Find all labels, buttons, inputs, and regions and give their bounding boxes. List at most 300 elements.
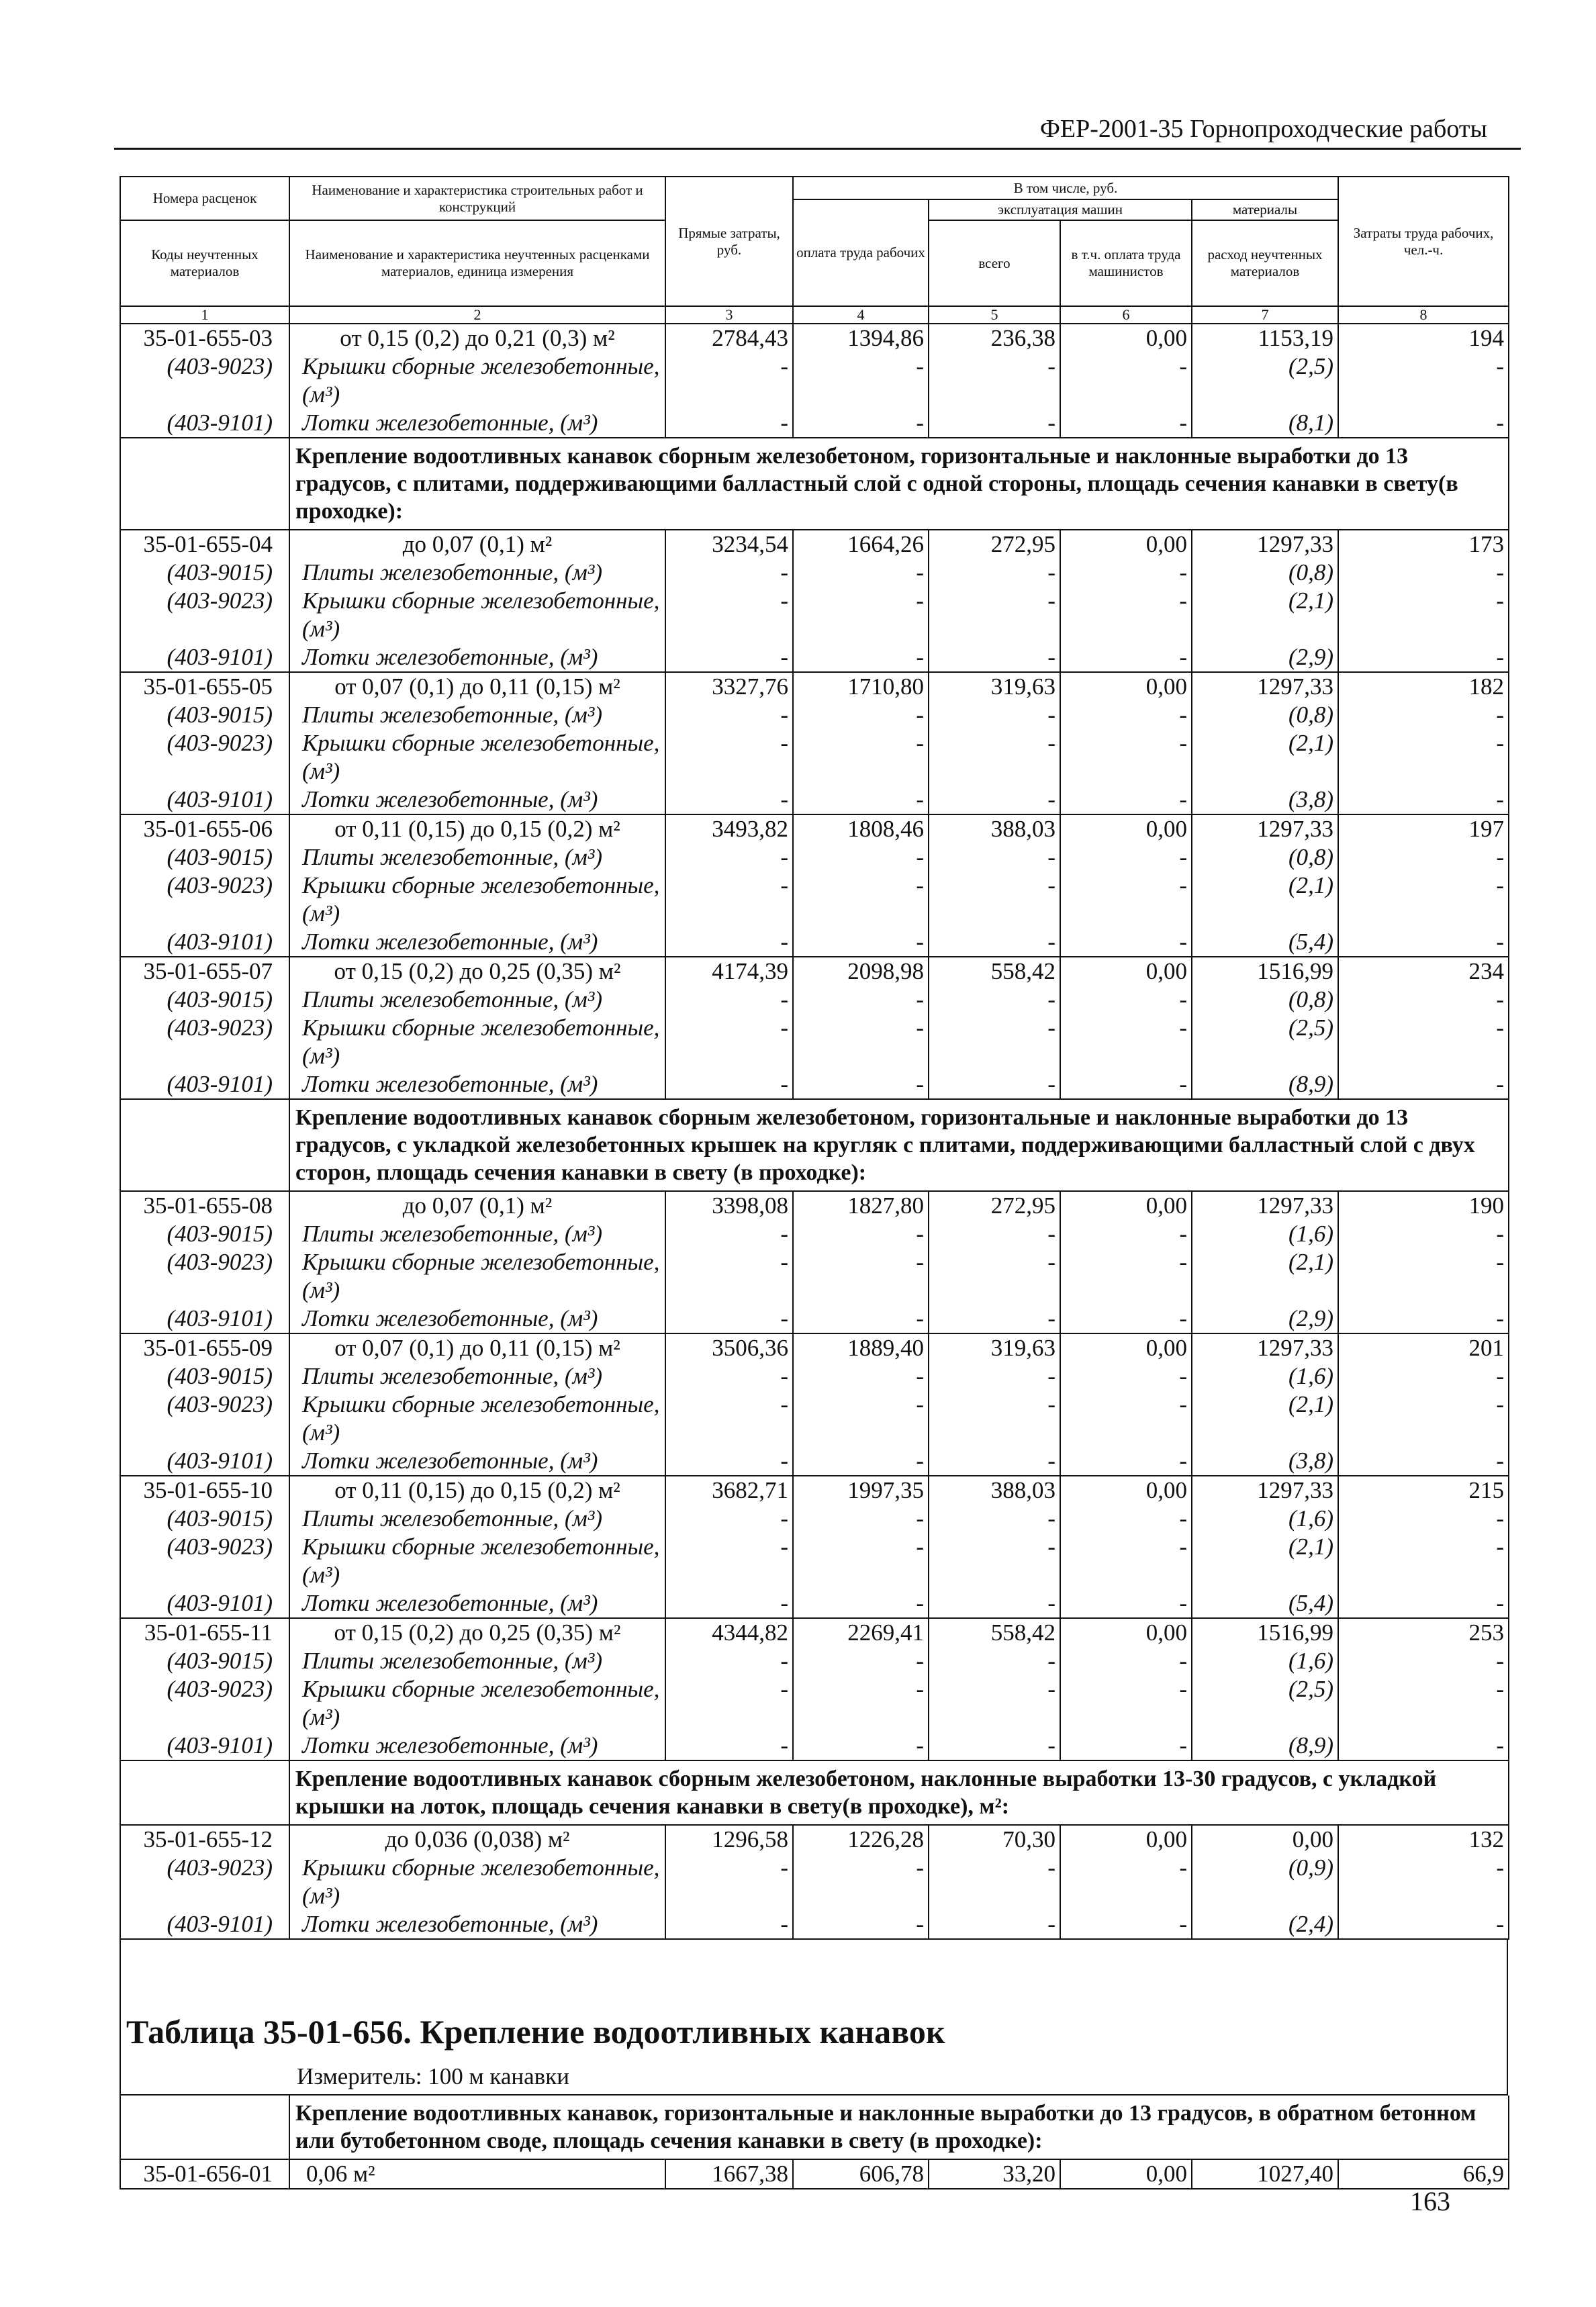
labor-costs-value: - xyxy=(1338,928,1509,957)
labor-costs-value: 194 xyxy=(1338,324,1509,352)
labor-costs-value: - xyxy=(1338,843,1509,872)
material-description: Лотки железобетонные, (м³) xyxy=(289,1910,665,1939)
header-names-top: Наименование и характеристика строительных работ и конструкций xyxy=(289,177,665,220)
rate-description: 0,06 м² xyxy=(289,2159,665,2189)
material-row xyxy=(120,587,1509,643)
machine-total-value: - xyxy=(929,1362,1060,1391)
rate-code: 35-01-656-01 xyxy=(120,2159,289,2189)
rates-table-container xyxy=(120,176,1508,2190)
labor-pay-value: - xyxy=(793,786,929,814)
table-656-section-heading: Крепление водоотливных канавок, горизонтальные и наклонные выработки до 13 градусов, в обратном бетонном или бутобетонном своде, площадь сечения канавки в свету (в проходке): xyxy=(289,2096,1509,2159)
direct-costs-value: - xyxy=(665,1014,793,1070)
rate-description: от 0,11 (0,15) до 0,15 (0,2) м² xyxy=(289,814,665,843)
header-machine-op: эксплуатация машин xyxy=(929,199,1192,220)
labor-pay-value: - xyxy=(793,1447,929,1476)
header-driver-pay: в т.ч. оплата труда машинистов xyxy=(1060,220,1192,306)
material-code: (403-9023) xyxy=(120,1248,289,1305)
labor-costs-value: - xyxy=(1338,352,1509,409)
material-code: (403-9015) xyxy=(120,701,289,729)
driver-pay-value: - xyxy=(1060,1505,1192,1533)
labor-costs-value: - xyxy=(1338,1220,1509,1248)
material-description: Плиты железобетонные, (м³) xyxy=(289,1220,665,1248)
material-row xyxy=(120,1732,1509,1760)
material-code: (403-9015) xyxy=(120,1647,289,1675)
driver-pay-value: 0,00 xyxy=(1060,2159,1192,2189)
rate-description: от 0,15 (0,2) до 0,25 (0,35) м² xyxy=(289,1618,665,1647)
labor-costs-value: - xyxy=(1338,643,1509,672)
materials-value: (8,9) xyxy=(1192,1732,1338,1760)
section-spacer xyxy=(120,1760,289,1825)
labor-pay-value: - xyxy=(793,1014,929,1070)
direct-costs-value: - xyxy=(665,1854,793,1910)
labor-costs-value: - xyxy=(1338,729,1509,786)
driver-pay-value: - xyxy=(1060,729,1192,786)
column-number: 7 xyxy=(1192,306,1338,324)
materials-value: (1,6) xyxy=(1192,1505,1338,1533)
labor-pay-value: - xyxy=(793,409,929,438)
rate-code: 35-01-655-05 xyxy=(120,672,289,701)
material-description: Лотки железобетонные, (м³) xyxy=(289,643,665,672)
direct-costs-value: - xyxy=(665,1220,793,1248)
table-656-title-area xyxy=(120,1940,1508,2059)
material-code: (403-9101) xyxy=(120,1305,289,1333)
labor-costs-value: 234 xyxy=(1338,957,1509,986)
materials-value: (0,9) xyxy=(1192,1854,1338,1910)
material-row xyxy=(120,1305,1509,1333)
machine-total-value: - xyxy=(929,1391,1060,1447)
material-description: Плиты железобетонные, (м³) xyxy=(289,1362,665,1391)
material-description: Крышки сборные железобетонные, (м³) xyxy=(289,872,665,928)
column-number: 3 xyxy=(665,306,793,324)
direct-costs-value: - xyxy=(665,1675,793,1732)
labor-pay-value: - xyxy=(793,1391,929,1447)
machine-total-value: - xyxy=(929,872,1060,928)
driver-pay-value: - xyxy=(1060,1732,1192,1760)
material-row xyxy=(120,843,1509,872)
labor-costs-value: 197 xyxy=(1338,814,1509,843)
material-description: Лотки железобетонные, (м³) xyxy=(289,786,665,814)
material-row xyxy=(120,786,1509,814)
rate-description: от 0,11 (0,15) до 0,15 (0,2) м² xyxy=(289,1476,665,1505)
driver-pay-value: 0,00 xyxy=(1060,1476,1192,1505)
direct-costs-value: - xyxy=(665,729,793,786)
machine-total-value: - xyxy=(929,843,1060,872)
labor-costs-value: - xyxy=(1338,1070,1509,1099)
material-code: (403-9015) xyxy=(120,559,289,587)
labor-pay-value: - xyxy=(793,643,929,672)
machine-total-value: - xyxy=(929,1447,1060,1476)
machine-total-value: - xyxy=(929,1533,1060,1589)
driver-pay-value: - xyxy=(1060,1391,1192,1447)
driver-pay-value: 0,00 xyxy=(1060,1618,1192,1647)
rate-code: 35-01-655-09 xyxy=(120,1333,289,1362)
driver-pay-value: - xyxy=(1060,1854,1192,1910)
material-description: Лотки железобетонные, (м³) xyxy=(289,1305,665,1333)
materials-value: (8,9) xyxy=(1192,1070,1338,1099)
material-code: (403-9015) xyxy=(120,1220,289,1248)
driver-pay-value: - xyxy=(1060,786,1192,814)
material-description: Крышки сборные железобетонные, (м³) xyxy=(289,1014,665,1070)
material-description: Лотки железобетонные, (м³) xyxy=(289,1589,665,1618)
labor-costs-value: 182 xyxy=(1338,672,1509,701)
driver-pay-value: 0,00 xyxy=(1060,814,1192,843)
column-number: 8 xyxy=(1338,306,1509,324)
material-row xyxy=(120,729,1509,786)
machine-total-value: 236,38 xyxy=(929,324,1060,352)
material-code: (403-9023) xyxy=(120,352,289,409)
driver-pay-value: 0,00 xyxy=(1060,672,1192,701)
machine-total-value: - xyxy=(929,1647,1060,1675)
driver-pay-value: - xyxy=(1060,1070,1192,1099)
driver-pay-value: - xyxy=(1060,1675,1192,1732)
machine-total-value: - xyxy=(929,729,1060,786)
material-description: Крышки сборные железобетонные, (м³) xyxy=(289,1533,665,1589)
materials-value: 1516,99 xyxy=(1192,957,1338,986)
labor-costs-value: - xyxy=(1338,1248,1509,1305)
driver-pay-value: - xyxy=(1060,559,1192,587)
labor-costs-value: - xyxy=(1338,986,1509,1014)
materials-value: 1297,33 xyxy=(1192,814,1338,843)
machine-total-value: 319,63 xyxy=(929,1333,1060,1362)
material-code: (403-9101) xyxy=(120,643,289,672)
labor-costs-value: - xyxy=(1338,701,1509,729)
labor-costs-value: - xyxy=(1338,1305,1509,1333)
labor-costs-value: - xyxy=(1338,1647,1509,1675)
labor-pay-value: 1808,46 xyxy=(793,814,929,843)
labor-costs-value: - xyxy=(1338,1533,1509,1589)
material-row xyxy=(120,1362,1509,1391)
material-row xyxy=(120,1505,1509,1533)
header-labor-costs: Затраты труда рабочих, чел.-ч. xyxy=(1338,177,1509,306)
material-description: Лотки железобетонные, (м³) xyxy=(289,1070,665,1099)
labor-pay-value: - xyxy=(793,1732,929,1760)
machine-total-value: - xyxy=(929,1675,1060,1732)
rate-row xyxy=(120,814,1509,843)
materials-value: 1297,33 xyxy=(1192,1191,1338,1220)
section-heading: Крепление водоотливных канавок сборным железобетоном, горизонтальные и наклонные выработки до 13 градусов, с плитами, поддерживающими балластный слой с одной стороны, площадь сечения канавки в свету(в проходке): xyxy=(289,438,1509,530)
labor-pay-value: 1997,35 xyxy=(793,1476,929,1505)
driver-pay-value: - xyxy=(1060,843,1192,872)
table-656-section-row xyxy=(120,2096,1509,2159)
direct-costs-value: - xyxy=(665,786,793,814)
material-code: (403-9101) xyxy=(120,1910,289,1939)
labor-pay-value: - xyxy=(793,1220,929,1248)
labor-pay-value: - xyxy=(793,587,929,643)
labor-costs-value: - xyxy=(1338,1732,1509,1760)
machine-total-value: - xyxy=(929,1070,1060,1099)
materials-value: (3,8) xyxy=(1192,1447,1338,1476)
materials-value: (1,6) xyxy=(1192,1220,1338,1248)
table-656-meter: Измеритель: 100 м канавки xyxy=(297,2063,569,2089)
section-spacer xyxy=(120,2096,289,2159)
material-row xyxy=(120,1675,1509,1732)
materials-value: 1297,33 xyxy=(1192,530,1338,559)
direct-costs-value: 3398,08 xyxy=(665,1191,793,1220)
labor-pay-value: - xyxy=(793,352,929,409)
running-header xyxy=(114,113,1521,150)
table-header xyxy=(120,177,1509,324)
column-numbers-row xyxy=(120,306,1509,324)
material-row xyxy=(120,643,1509,672)
machine-total-value: - xyxy=(929,1732,1060,1760)
section-heading-row xyxy=(120,1099,1509,1191)
material-code: (403-9101) xyxy=(120,1589,289,1618)
running-title: ФЕР-2001-35 Горнопроходческие работы xyxy=(1039,115,1487,143)
material-row xyxy=(120,409,1509,438)
direct-costs-value: 3493,82 xyxy=(665,814,793,843)
machine-total-value: - xyxy=(929,643,1060,672)
materials-value: (0,8) xyxy=(1192,559,1338,587)
direct-costs-value: - xyxy=(665,1305,793,1333)
rate-row xyxy=(120,1825,1509,1854)
material-row xyxy=(120,1014,1509,1070)
direct-costs-value: 4344,82 xyxy=(665,1618,793,1647)
header-names-bottom: Наименование и характеристика неучтенных расценками материалов, единица измерения xyxy=(289,220,665,306)
labor-pay-value: - xyxy=(793,701,929,729)
labor-pay-value: 1226,28 xyxy=(793,1825,929,1854)
labor-costs-value: - xyxy=(1338,1910,1509,1939)
labor-pay-value: - xyxy=(793,928,929,957)
header-labor-pay: оплата труда рабочих xyxy=(793,199,929,306)
rate-row xyxy=(120,1618,1509,1647)
labor-costs-value: 215 xyxy=(1338,1476,1509,1505)
labor-costs-value: 173 xyxy=(1338,530,1509,559)
driver-pay-value: - xyxy=(1060,1362,1192,1391)
driver-pay-value: - xyxy=(1060,1910,1192,1939)
labor-costs-value: - xyxy=(1338,1675,1509,1732)
labor-pay-value: - xyxy=(793,843,929,872)
labor-costs-value: - xyxy=(1338,1589,1509,1618)
labor-pay-value: - xyxy=(793,1305,929,1333)
labor-pay-value: 1394,86 xyxy=(793,324,929,352)
driver-pay-value: - xyxy=(1060,1589,1192,1618)
machine-total-value: 70,30 xyxy=(929,1825,1060,1854)
driver-pay-value: 0,00 xyxy=(1060,1333,1192,1362)
material-code: (403-9101) xyxy=(120,928,289,957)
labor-costs-value: 66,9 xyxy=(1338,2159,1509,2189)
material-code: (403-9015) xyxy=(120,843,289,872)
labor-costs-value: - xyxy=(1338,1391,1509,1447)
material-row xyxy=(120,928,1509,957)
section-heading: Крепление водоотливных канавок сборным железобетоном, наклонные выработки 13-30 градусов, с укладкой крышки на лоток, площадь сечения канавки в свету(в проходке), м²: xyxy=(289,1760,1509,1825)
materials-value: (0,8) xyxy=(1192,843,1338,872)
material-row xyxy=(120,1070,1509,1099)
direct-costs-value: - xyxy=(665,1647,793,1675)
material-code: (403-9023) xyxy=(120,1675,289,1732)
labor-pay-value: - xyxy=(793,986,929,1014)
labor-pay-value: 1664,26 xyxy=(793,530,929,559)
rate-code: 35-01-655-12 xyxy=(120,1825,289,1854)
direct-costs-value: - xyxy=(665,1910,793,1939)
materials-value: (5,4) xyxy=(1192,1589,1338,1618)
labor-pay-value: 1710,80 xyxy=(793,672,929,701)
material-row xyxy=(120,1647,1509,1675)
labor-pay-value: - xyxy=(793,729,929,786)
direct-costs-value: - xyxy=(665,643,793,672)
materials-value: (2,9) xyxy=(1192,643,1338,672)
direct-costs-value: 2784,43 xyxy=(665,324,793,352)
rate-code: 35-01-655-08 xyxy=(120,1191,289,1220)
materials-value: 1027,40 xyxy=(1192,2159,1338,2189)
rate-description: от 0,15 (0,2) до 0,21 (0,3) м² xyxy=(289,324,665,352)
direct-costs-value: 3327,76 xyxy=(665,672,793,701)
rate-row xyxy=(120,324,1509,352)
direct-costs-value: - xyxy=(665,986,793,1014)
material-code: (403-9023) xyxy=(120,1854,289,1910)
header-direct-costs: Прямые затраты, руб. xyxy=(665,177,793,306)
materials-value: (2,1) xyxy=(1192,1248,1338,1305)
materials-value: (1,6) xyxy=(1192,1647,1338,1675)
labor-costs-value: - xyxy=(1338,1447,1509,1476)
machine-total-value: - xyxy=(929,786,1060,814)
labor-pay-value: - xyxy=(793,1647,929,1675)
driver-pay-value: - xyxy=(1060,986,1192,1014)
rate-code: 35-01-655-07 xyxy=(120,957,289,986)
machine-total-value: 388,03 xyxy=(929,1476,1060,1505)
material-code: (403-9015) xyxy=(120,1505,289,1533)
labor-costs-value: 132 xyxy=(1338,1825,1509,1854)
column-number: 6 xyxy=(1060,306,1192,324)
materials-value: (2,1) xyxy=(1192,1391,1338,1447)
material-row xyxy=(120,1447,1509,1476)
machine-total-value: 558,42 xyxy=(929,1618,1060,1647)
labor-pay-value: - xyxy=(793,1505,929,1533)
material-row xyxy=(120,1248,1509,1305)
materials-value: (3,8) xyxy=(1192,786,1338,814)
labor-costs-value: - xyxy=(1338,1854,1509,1910)
machine-total-value: - xyxy=(929,1505,1060,1533)
labor-costs-value: - xyxy=(1338,1505,1509,1533)
driver-pay-value: - xyxy=(1060,1533,1192,1589)
material-row xyxy=(120,986,1509,1014)
material-description: Крышки сборные железобетонные, (м³) xyxy=(289,352,665,409)
labor-costs-value: - xyxy=(1338,1014,1509,1070)
machine-total-value: - xyxy=(929,409,1060,438)
direct-costs-value: - xyxy=(665,1391,793,1447)
header-codes-top: Номера расценок xyxy=(120,177,289,220)
direct-costs-value: - xyxy=(665,1533,793,1589)
direct-costs-value: - xyxy=(665,409,793,438)
driver-pay-value: - xyxy=(1060,928,1192,957)
column-number: 1 xyxy=(120,306,289,324)
material-description: Лотки железобетонные, (м³) xyxy=(289,1447,665,1476)
rates-table xyxy=(120,176,1509,1940)
machine-total-value: 388,03 xyxy=(929,814,1060,843)
materials-value: 1297,33 xyxy=(1192,1476,1338,1505)
material-description: Крышки сборные железобетонные, (м³) xyxy=(289,587,665,643)
material-description: Лотки железобетонные, (м³) xyxy=(289,409,665,438)
materials-value: (2,5) xyxy=(1192,1675,1338,1732)
rate-code: 35-01-655-11 xyxy=(120,1618,289,1647)
labor-pay-value: - xyxy=(793,559,929,587)
driver-pay-value: - xyxy=(1060,1248,1192,1305)
material-row xyxy=(120,352,1509,409)
labor-pay-value: 2269,41 xyxy=(793,1618,929,1647)
material-description: Плиты железобетонные, (м³) xyxy=(289,843,665,872)
machine-total-value: - xyxy=(929,1220,1060,1248)
direct-costs-value: - xyxy=(665,587,793,643)
material-description: Лотки железобетонные, (м³) xyxy=(289,1732,665,1760)
labor-costs-value: - xyxy=(1338,587,1509,643)
table-656-meter-row xyxy=(120,2059,1508,2096)
rate-row xyxy=(120,530,1509,559)
material-code: (403-9023) xyxy=(120,587,289,643)
material-row xyxy=(120,1854,1509,1910)
column-number: 5 xyxy=(929,306,1060,324)
rate-row xyxy=(120,1333,1509,1362)
direct-costs-value: - xyxy=(665,352,793,409)
materials-value: (5,4) xyxy=(1192,928,1338,957)
material-code: (403-9023) xyxy=(120,729,289,786)
materials-value: 1153,19 xyxy=(1192,324,1338,352)
direct-costs-value: 4174,39 xyxy=(665,957,793,986)
section-heading: Крепление водоотливных канавок сборным железобетоном, горизонтальные и наклонные выработки до 13 градусов, с укладкой железобетонных крышек на кругляк с плитами, поддерживающими балластный слой с двух сторон, площадь сечения канавки в свету (в проходке): xyxy=(289,1099,1509,1191)
materials-value: 1297,33 xyxy=(1192,672,1338,701)
driver-pay-value: - xyxy=(1060,1014,1192,1070)
header-codes-bottom: Коды неучтенных материалов xyxy=(120,220,289,306)
driver-pay-value: 0,00 xyxy=(1060,1191,1192,1220)
rate-code: 35-01-655-04 xyxy=(120,530,289,559)
section-heading-row xyxy=(120,438,1509,530)
material-code: (403-9101) xyxy=(120,1447,289,1476)
labor-pay-value: - xyxy=(793,1248,929,1305)
material-description: Крышки сборные железобетонные, (м³) xyxy=(289,1391,665,1447)
direct-costs-value: - xyxy=(665,872,793,928)
driver-pay-value: - xyxy=(1060,1220,1192,1248)
materials-value: (2,5) xyxy=(1192,352,1338,409)
direct-costs-value: 3234,54 xyxy=(665,530,793,559)
materials-value: 0,00 xyxy=(1192,1825,1338,1854)
column-number: 2 xyxy=(289,306,665,324)
material-description: Крышки сборные железобетонные, (м³) xyxy=(289,1854,665,1910)
driver-pay-value: - xyxy=(1060,1647,1192,1675)
materials-value: 1297,33 xyxy=(1192,1333,1338,1362)
materials-value: (0,8) xyxy=(1192,986,1338,1014)
driver-pay-value: 0,00 xyxy=(1060,530,1192,559)
labor-costs-value: - xyxy=(1338,559,1509,587)
material-description: Плиты железобетонные, (м³) xyxy=(289,701,665,729)
material-description: Крышки сборные железобетонные, (м³) xyxy=(289,1248,665,1305)
material-code: (403-9023) xyxy=(120,872,289,928)
rate-row xyxy=(120,1191,1509,1220)
material-code: (403-9015) xyxy=(120,1362,289,1391)
rate-code: 35-01-655-06 xyxy=(120,814,289,843)
labor-pay-value: - xyxy=(793,1362,929,1391)
material-row xyxy=(120,1910,1509,1939)
driver-pay-value: - xyxy=(1060,872,1192,928)
machine-total-value: - xyxy=(929,1014,1060,1070)
material-row xyxy=(120,1589,1509,1618)
machine-total-value: 33,20 xyxy=(929,2159,1060,2189)
direct-costs-value: - xyxy=(665,1070,793,1099)
material-row xyxy=(120,1533,1509,1589)
machine-total-value: - xyxy=(929,701,1060,729)
driver-pay-value: 0,00 xyxy=(1060,957,1192,986)
material-code: (403-9015) xyxy=(120,986,289,1014)
rate-code: 35-01-655-03 xyxy=(120,324,289,352)
labor-pay-value: - xyxy=(793,1533,929,1589)
materials-value: (2,9) xyxy=(1192,1305,1338,1333)
material-row xyxy=(120,872,1509,928)
labor-costs-value: 190 xyxy=(1338,1191,1509,1220)
labor-pay-value: - xyxy=(793,1589,929,1618)
header-total: всего xyxy=(929,220,1060,306)
material-description: Плиты железобетонные, (м³) xyxy=(289,1505,665,1533)
material-code: (403-9023) xyxy=(120,1014,289,1070)
rate-description: до 0,036 (0,038) м² xyxy=(289,1825,665,1854)
machine-total-value: - xyxy=(929,1854,1060,1910)
rate-description: от 0,07 (0,1) до 0,11 (0,15) м² xyxy=(289,1333,665,1362)
